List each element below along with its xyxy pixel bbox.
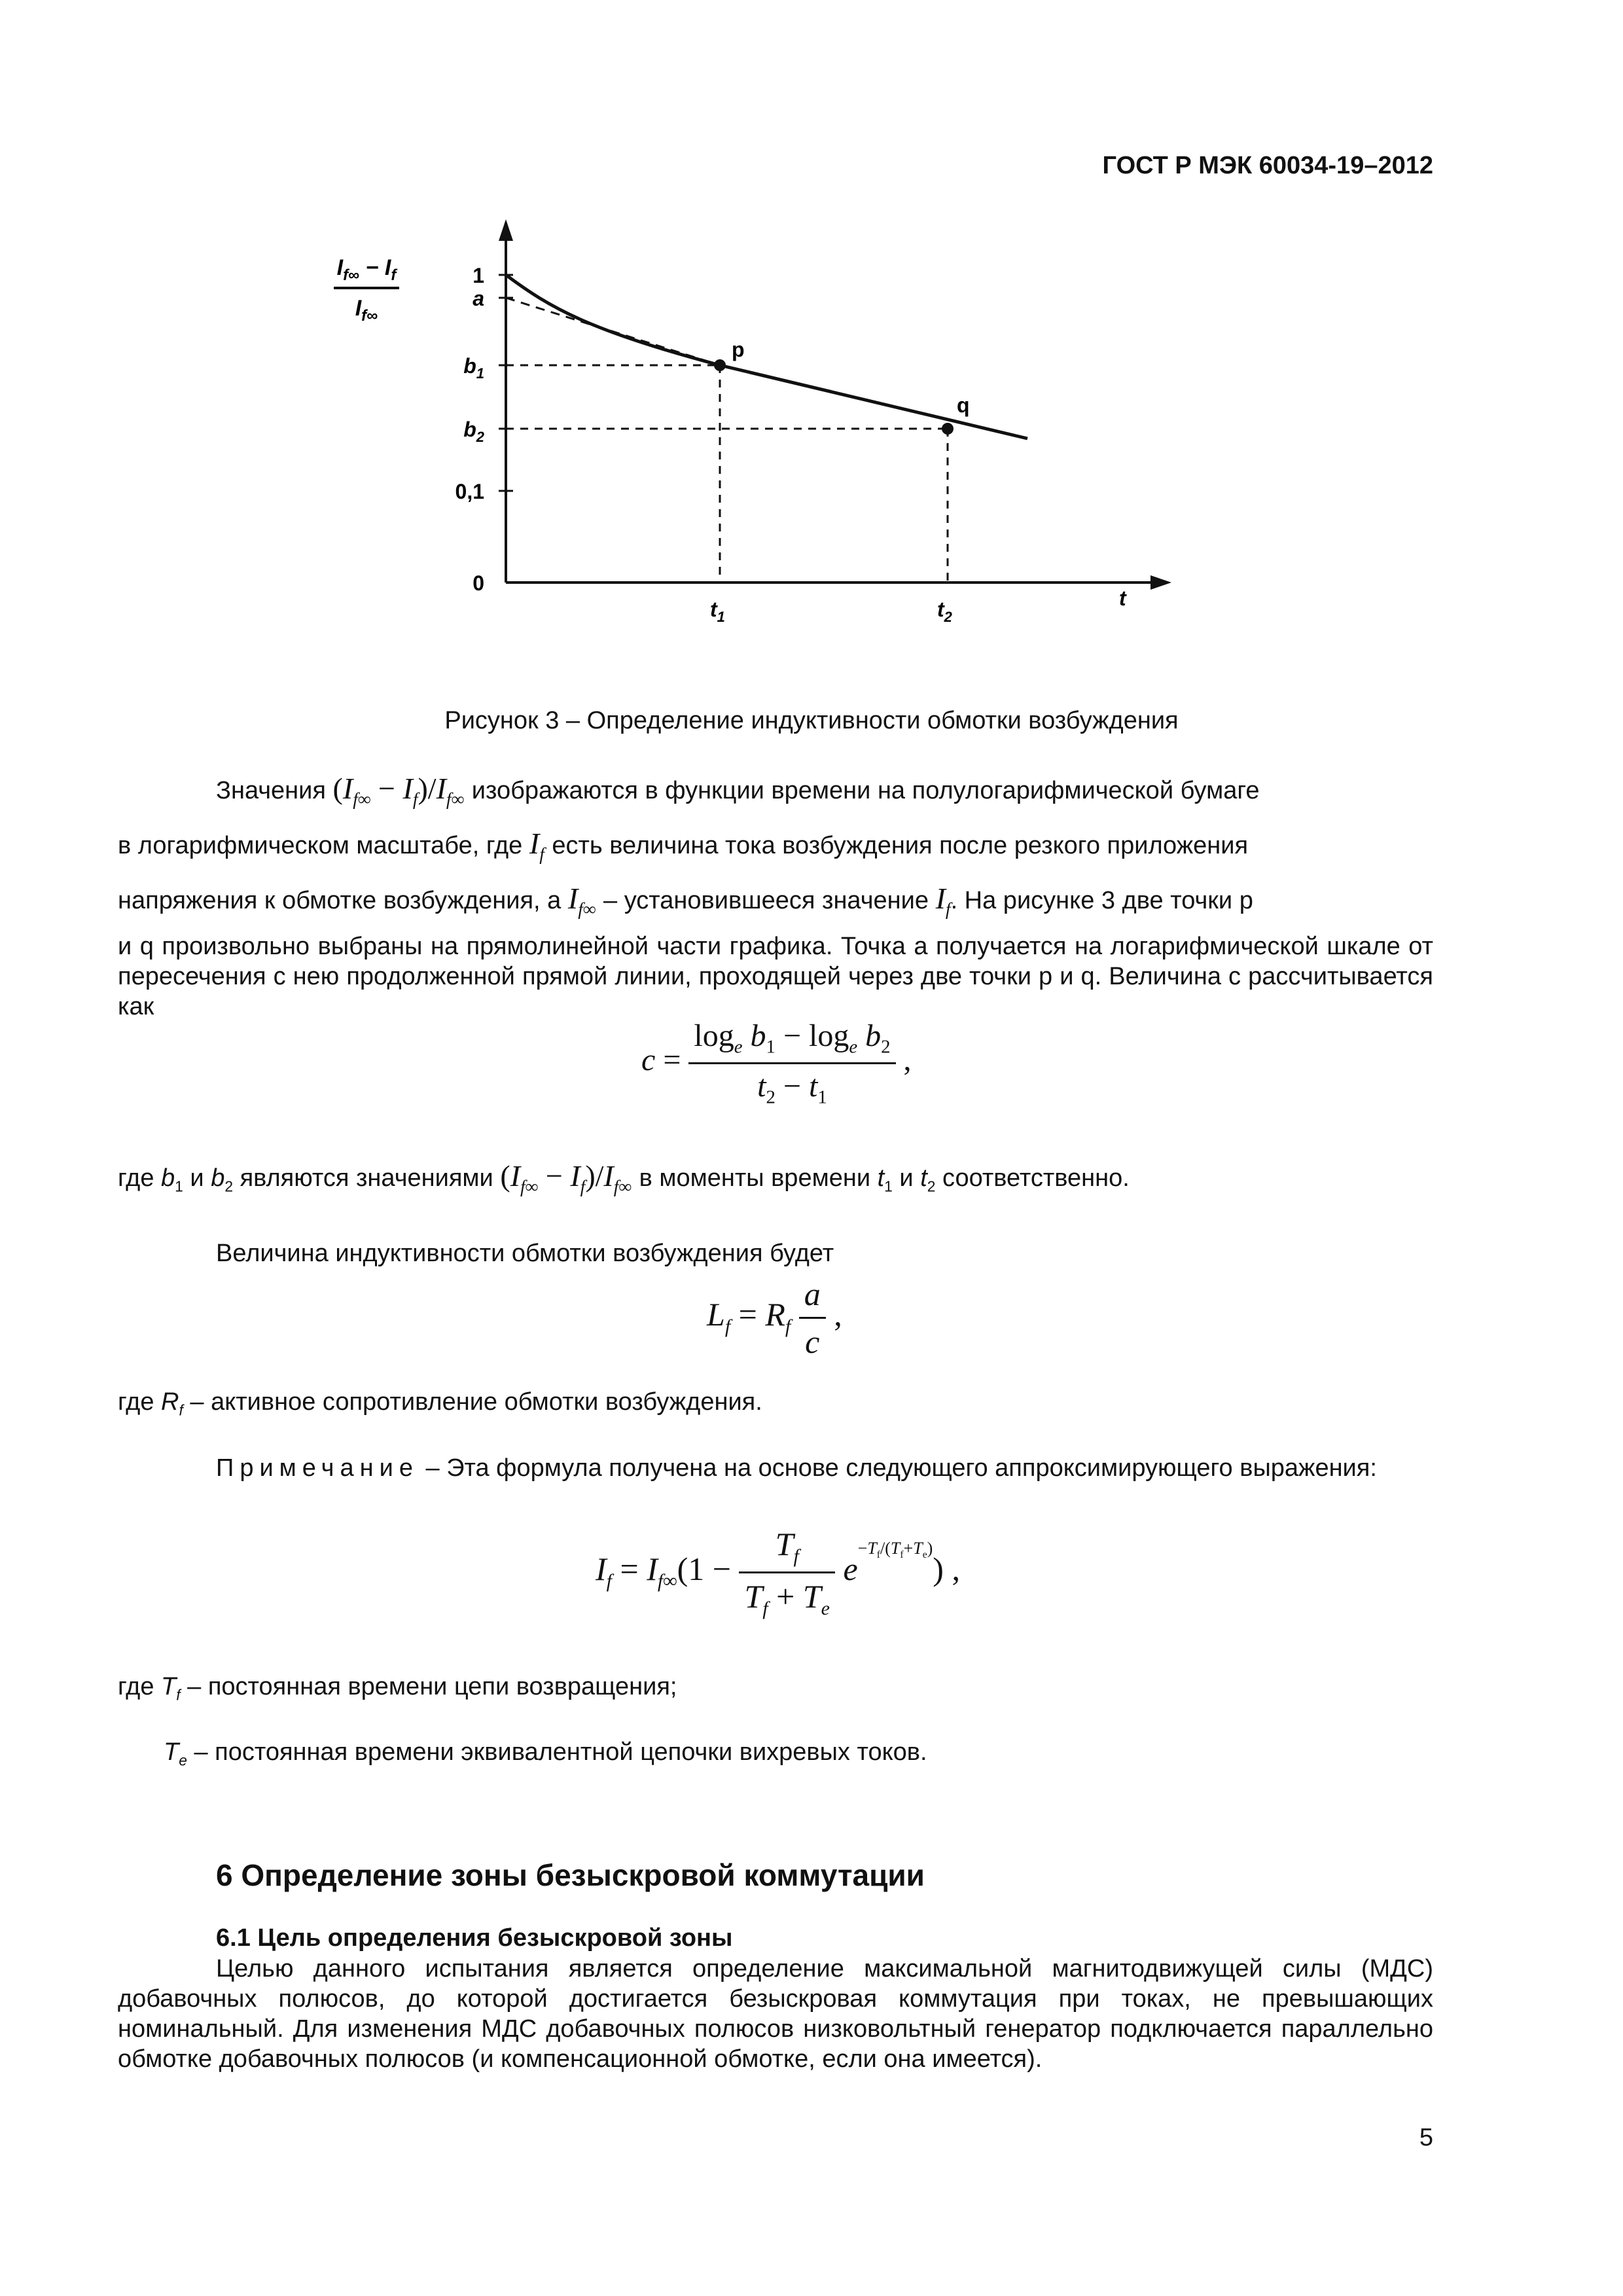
definition-te: $T_e$ – постоянная времени эквивалентной цепочки вихревых токов.: [164, 1738, 927, 1769]
label-p: p: [732, 338, 745, 361]
formula-c: c = $\frac{\log_e b_1 - \log_e b_2}{t_2 - t_1}$ ,: [641, 1018, 912, 1108]
point-q: [942, 423, 954, 435]
tick-b1: $b_1$: [463, 354, 484, 382]
y-axis-arrow: [499, 219, 513, 241]
paragraph-inductance: Величина индуктивности обмотки возбуждения будет: [216, 1240, 834, 1267]
x-tick-t1: $t_1$: [710, 598, 725, 625]
label-q: q: [957, 393, 970, 417]
tick-b2: $b_2$: [463, 418, 484, 445]
inline-ratio: $(I_{f\infty} - I_f)/I_{f\infty}$: [332, 772, 465, 810]
note: Примечание – Эта формула получена на основе следующего аппроксимирующего выражения:: [118, 1453, 1433, 1483]
document-header: ГОСТ Р МЭК 60034-19–2012: [1102, 152, 1433, 179]
y-axis-label-denominator: $I_{f\infty}$: [355, 296, 378, 325]
section-6-1-title: 6.1 Цель определения безыскровой зоны: [216, 1924, 733, 1952]
y-axis-label-numerator: $I_{f\infty} - I_f$: [336, 255, 397, 284]
x-axis-label-t: t: [1119, 586, 1126, 610]
point-p: [714, 359, 726, 371]
formula-if: $I_f = I_{f\infty}(1$ − $\frac{T_f}{T_f + T_e}$ $e^{-T_f/(T_f+T_e)}$) ,: [596, 1526, 960, 1619]
tick-1: 1: [473, 264, 484, 287]
x-axis-arrow: [1150, 575, 1171, 590]
tick-0: 0: [473, 571, 484, 595]
definition-tf: где $T_f$ – постоянная времени цепи возвращения;: [118, 1673, 677, 1704]
section-6-title: 6 Определение зоны безыскровой коммутации: [216, 1858, 925, 1892]
x-tick-t2: $t_2$: [937, 598, 952, 625]
figure-3-plot: [314, 209, 1204, 655]
paragraph-where-b: где $b_1$ и $b_2$ являются значениями $(I_{f\infty} - I_f)/I_{f\infty}$ в моменты времени $t_1$ и $t_2$ соответственно.: [118, 1159, 1130, 1197]
paragraph-rf: где $R_f$ – активное сопротивление обмотки возбуждения.: [118, 1388, 762, 1419]
figure-caption: Рисунок 3 – Определение индуктивности обмотки возбуждения: [444, 707, 1179, 734]
tick-0-1: 0,1: [455, 480, 484, 503]
note-label: Примечание: [216, 1454, 419, 1482]
tick-a: a: [473, 287, 484, 310]
section-6-1-text: Целью данного испытания является определение максимальной магнитодвижущей силы (МДС) добавочных полюсов, до которой достигается безыскровая коммутация при токах, не превышающих номинальный. Для изменения МДС добавочных полюсов низковольтный генератор подключается параллельно обмотке добавочных полюсов (и компенсационной обмотке, если она имеется).: [118, 1955, 1433, 2073]
paragraph-values: Значения $(I_{f\infty} - I_f)/I_{f\infty}$ изображаются в функции времени на полулогарифмической бумаге в логарифмическом масштабе, где $I_f$ есть величина тока возбуждения после резкого приложения напряжения к обмотке возбуждения, а $I_{f\infty}$ – установившееся значение $I_f$. На рисунке 3 две точки p и q произвольно выбраны на прямолинейной части графика. Точка a получается на логарифмической шкале от пересечения с нею продолженной прямой линии, проходящей через две точки p и q. Величина c рассчитывается как: [118, 772, 1433, 1020]
page-number: 5: [1419, 2124, 1433, 2151]
formula-lf: $L_f = R_f$ $\frac{a}{c}$ ,: [707, 1276, 842, 1360]
extrapolated-line: [506, 298, 720, 365]
measured-curve: [506, 275, 1027, 439]
